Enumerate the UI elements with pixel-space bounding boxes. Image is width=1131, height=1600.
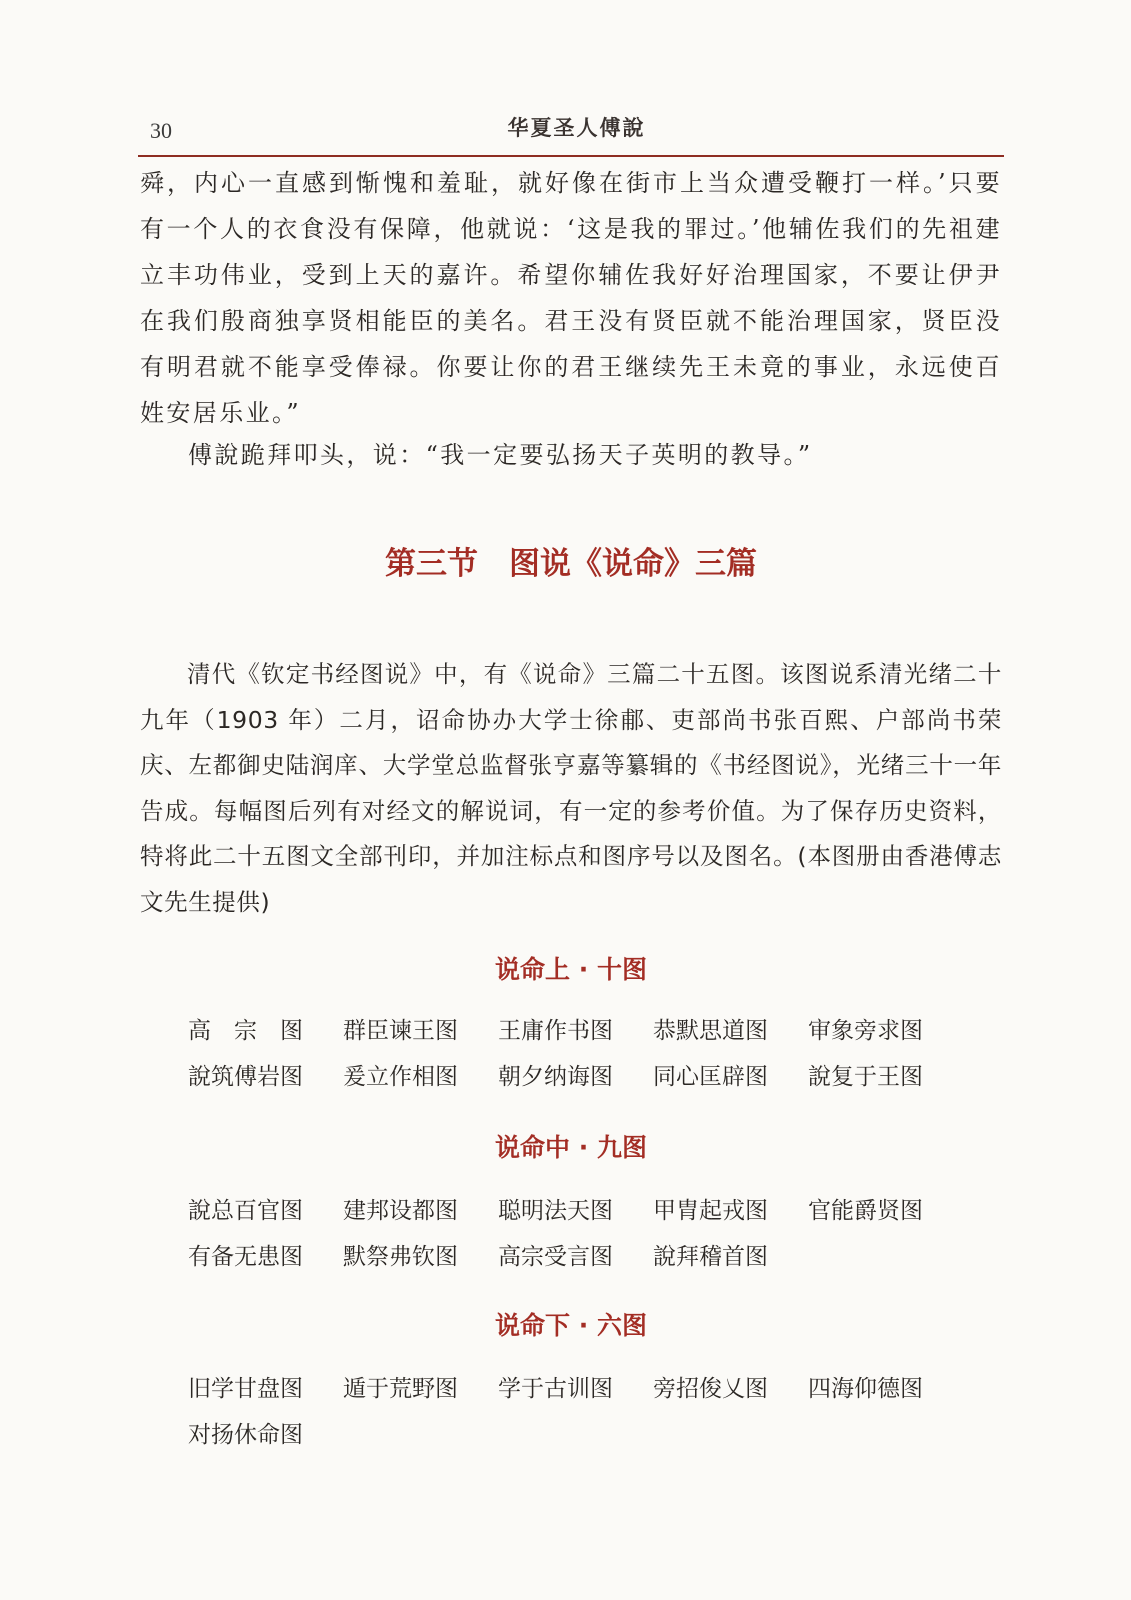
figure-title: 恭默思道图 [653,1018,768,1044]
page-number: 30 [150,118,172,143]
section-title: 第三节 图说《说命》三篇 [385,546,757,582]
running-title: 华夏圣人傅說 [507,116,646,140]
body-paragraph: 傅說跪拜叩头，说：“我一定要弘扬天子英明的教导。” [188,441,813,469]
figure-title: 旧学甘盘图 [188,1376,303,1402]
figure-title: 默祭弗钦图 [343,1244,458,1270]
figure-title: 甲胄起戎图 [653,1198,768,1224]
body-paragraph: 舜，内心一直感到惭愧和羞耻，就好像在街市上当众遭受鞭打一样。’只要有一个人的衣食没有保障，他就说：‘这是我的罪过。’他辅佐我们的先祖建立丰功伟业，受到上天的嘉许。希望你辅佐我好好治理国家，不要让伊尹在我们殷商独享贤相能臣的美名。君王没有贤臣就不能治理国家，贤臣没有明君就不能享受俸禄。你要让你的君王继续先王未竟的事业，永远使百姓安居乐业。” [140,169,1002,427]
figure-title: 說总百官图 [188,1198,303,1224]
header-divider [138,155,1004,157]
figure-title: 說拜稽首图 [653,1244,768,1270]
figure-title: 說复于王图 [808,1064,923,1090]
figure-title: 审象旁求图 [808,1018,923,1044]
figure-title: 四海仰德图 [808,1376,923,1402]
figure-title: 高宗受言图 [498,1244,613,1270]
figure-title: 有备无患图 [188,1244,303,1270]
part-heading: 说命下 · 六图 [495,1311,647,1340]
figure-list [188,1374,988,1450]
figure-title: 遁于荒野图 [343,1376,458,1402]
page-header [150,108,1003,152]
section-intro: 清代《钦定书经图说》中，有《说命》三篇二十五图。该图说系清光绪二十九年（1903 年）二月，诏命协办大学士徐郙、吏部尚书张百熙、户部尚书荣庆、左都御史陆润庠、大学堂总监督张亨嘉等纂辑的《书经图说》，光绪三十一年告成。每幅图后列有对经文的解说词，有一定的参考价值。为了保存历史资料，特将此二十五图文全部刊印，并加注标点和图序号以及图名。(本图册由香港傅志文先生提供) [140,660,1002,916]
figure-title: 爰立作相图 [343,1064,458,1090]
figure-title: 建邦设都图 [343,1198,458,1224]
figure-title: 高 宗 图 [188,1018,303,1044]
figure-title: 朝夕纳诲图 [498,1064,613,1090]
figure-list [188,1016,988,1092]
figure-title: 学于古训图 [498,1376,613,1402]
figure-list [188,1196,988,1272]
part-heading: 说命上 · 十图 [495,955,647,984]
part-heading: 说命中 · 九图 [495,1133,647,1162]
figure-title: 官能爵贤图 [808,1198,923,1224]
figure-title: 对扬休命图 [188,1422,303,1448]
figure-title: 聪明法天图 [498,1198,613,1224]
figure-title: 同心匡辟图 [653,1064,768,1090]
figure-title: 群臣谏王图 [343,1018,458,1044]
figure-title: 王庸作书图 [498,1018,613,1044]
figure-title: 說筑傅岩图 [188,1064,303,1090]
figure-title: 旁招俊乂图 [653,1376,768,1402]
